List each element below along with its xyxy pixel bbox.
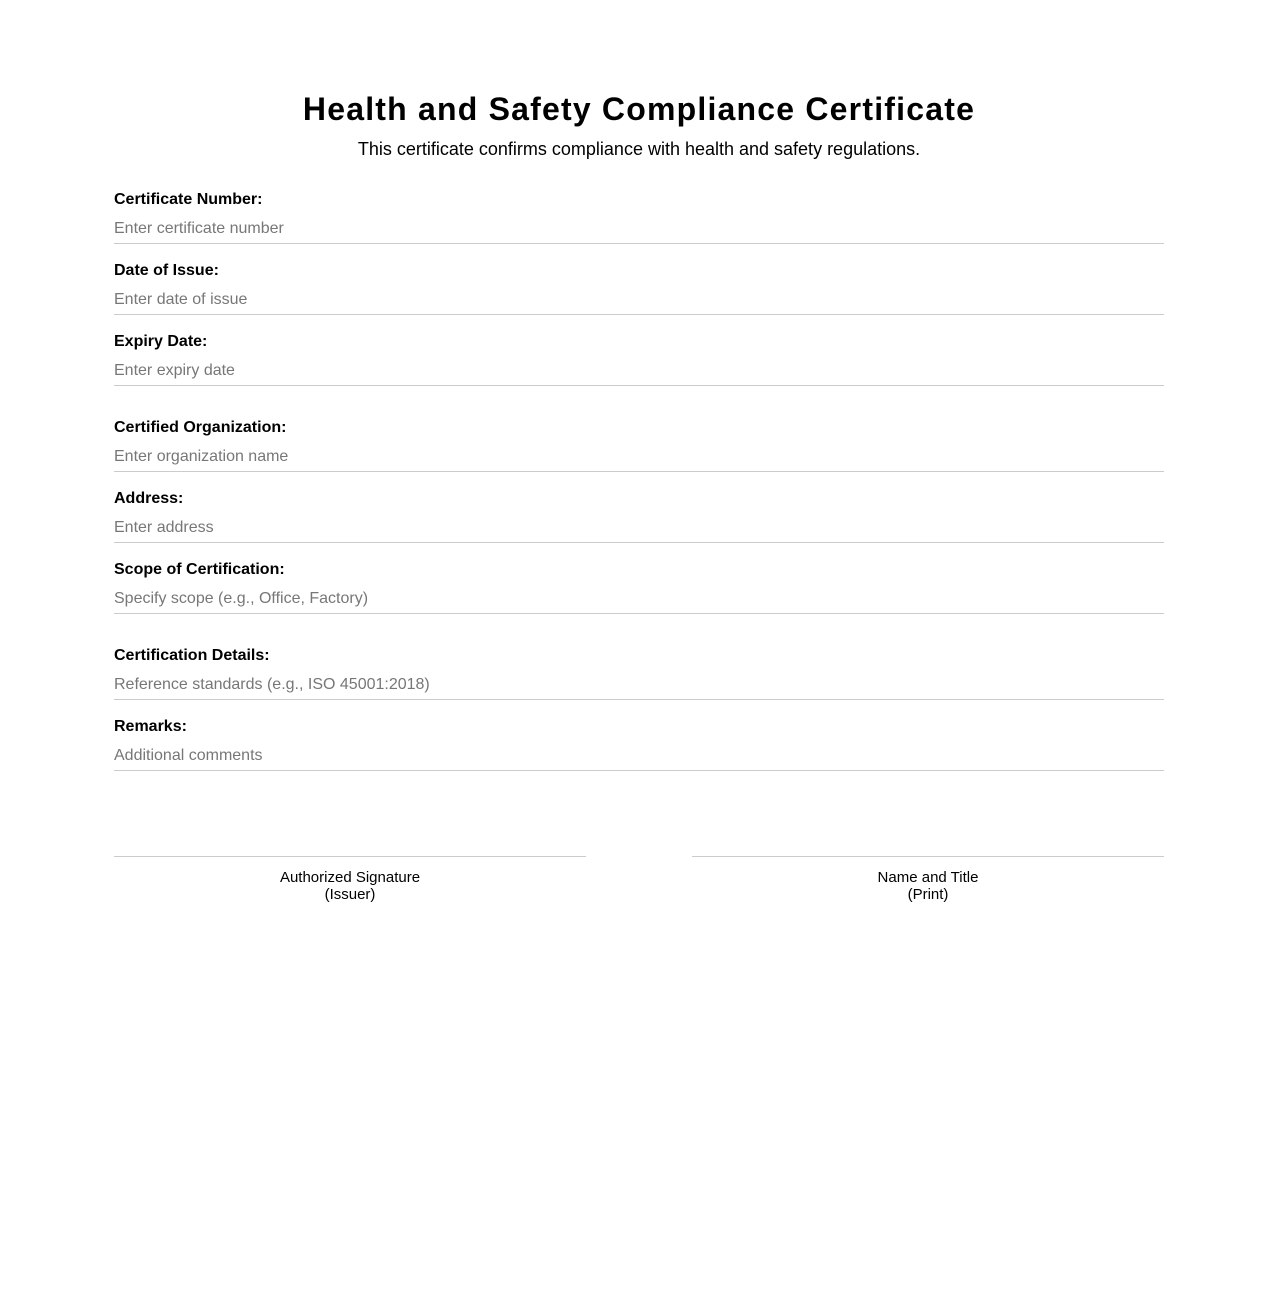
address-label: Address: bbox=[114, 490, 184, 507]
page-subtitle: This certificate confirms compliance with health and safety regulations. bbox=[357, 139, 921, 159]
signature-label: Authorized Signature bbox=[279, 869, 421, 886]
scope-field bbox=[114, 560, 1164, 614]
date-of-issue-field bbox=[114, 261, 1164, 315]
name-title-label: Name and Title bbox=[877, 869, 979, 886]
certificate-info-group bbox=[114, 190, 1164, 386]
expiry-date-input[interactable] bbox=[114, 352, 1164, 386]
name-title-block bbox=[692, 856, 1164, 903]
certification-details-field bbox=[114, 646, 1164, 700]
organization-label: Certified Organization: bbox=[114, 419, 287, 436]
certification-details-input[interactable] bbox=[114, 666, 1164, 700]
remarks-label: Remarks: bbox=[114, 718, 187, 735]
remarks-input[interactable] bbox=[114, 737, 1164, 771]
date-of-issue-input[interactable] bbox=[114, 281, 1164, 315]
authorized-signature-block bbox=[114, 856, 586, 903]
scope-label: Scope of Certification: bbox=[114, 561, 285, 578]
organization-input[interactable] bbox=[114, 438, 1164, 472]
details-group bbox=[114, 646, 1164, 771]
certification-details-label: Certification Details: bbox=[114, 647, 270, 664]
scope-input[interactable] bbox=[114, 580, 1164, 614]
remarks-field bbox=[114, 717, 1164, 771]
organization-field bbox=[114, 418, 1164, 472]
certificate-number-field bbox=[114, 190, 1164, 244]
page-title: Health and Safety Compliance Certificate bbox=[302, 91, 976, 127]
date-of-issue-label: Date of Issue: bbox=[114, 262, 219, 279]
expiry-date-field bbox=[114, 332, 1164, 386]
certificate-number-input[interactable] bbox=[114, 210, 1164, 244]
certificate-form bbox=[114, 190, 1164, 803]
address-field bbox=[114, 489, 1164, 543]
organization-group bbox=[114, 418, 1164, 614]
name-title-sublabel: (Print) bbox=[907, 886, 949, 903]
address-input[interactable] bbox=[114, 509, 1164, 543]
certificate-number-label: Certificate Number: bbox=[114, 191, 263, 208]
expiry-date-label: Expiry Date: bbox=[114, 333, 208, 350]
signature-sublabel: (Issuer) bbox=[324, 886, 376, 903]
